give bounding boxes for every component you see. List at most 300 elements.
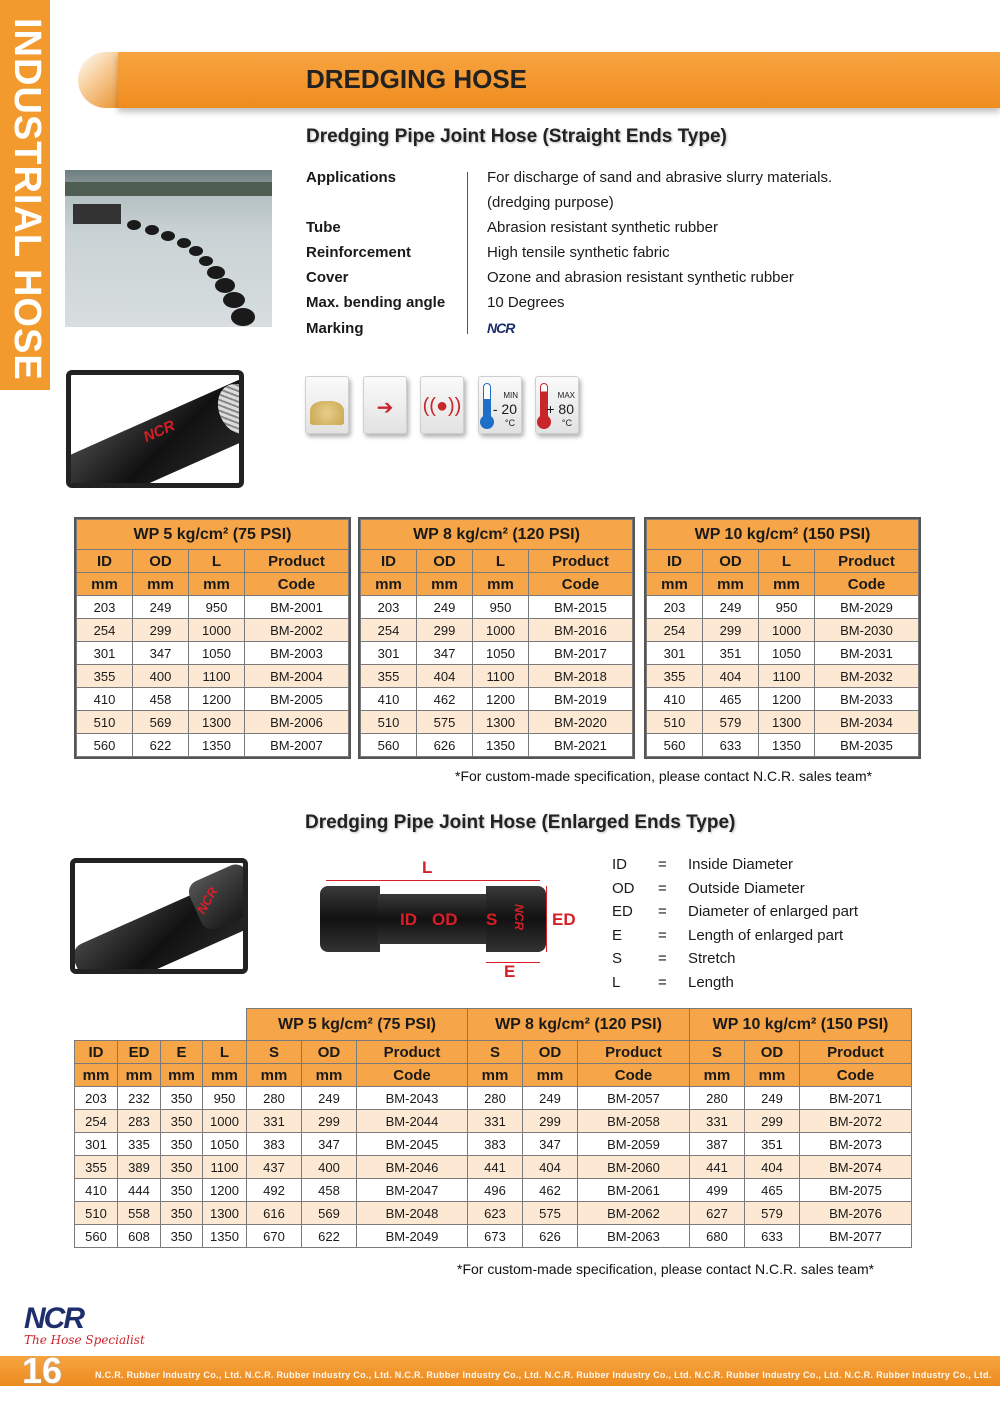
- table-cell: BM-2044: [357, 1110, 468, 1133]
- sand-icon: [305, 376, 349, 434]
- table-cell: 633: [703, 734, 759, 757]
- table-cell: 389: [118, 1156, 161, 1179]
- col-od: OD: [417, 550, 473, 573]
- table-cell: 283: [118, 1110, 161, 1133]
- table-cell: 203: [361, 596, 417, 619]
- table-cell: 400: [302, 1156, 357, 1179]
- col-code: Code: [245, 573, 349, 596]
- table-cell: 249: [417, 596, 473, 619]
- note-1: *For custom-made specification, please contact N.C.R. sales team*: [455, 768, 873, 784]
- table-cell: BM-2017: [529, 642, 633, 665]
- col-product: Product: [245, 550, 349, 573]
- table-cell: BM-2007: [245, 734, 349, 757]
- table-cell: 350: [161, 1156, 203, 1179]
- wp-title: WP 8 kg/cm² (120 PSI): [361, 520, 633, 550]
- table-cell: 1300: [473, 711, 529, 734]
- table-cell: 1000: [189, 619, 245, 642]
- table-cell: 465: [745, 1179, 800, 1202]
- legend-abbr: ED: [612, 903, 633, 921]
- table-row: [361, 688, 633, 711]
- table-row: [77, 642, 349, 665]
- table-cell: BM-2033: [815, 688, 919, 711]
- table-cell: 1000: [203, 1110, 247, 1133]
- wp-table-1: [358, 517, 635, 759]
- table-row: [77, 734, 349, 757]
- table-cell: 1350: [473, 734, 529, 757]
- table-cell: 280: [468, 1087, 523, 1110]
- table-row: [647, 642, 919, 665]
- col-code: Code: [800, 1064, 912, 1087]
- table-cell: 444: [118, 1179, 161, 1202]
- table-cell: 254: [361, 619, 417, 642]
- legend-desc: Outside Diameter: [688, 879, 805, 897]
- table-cell: 608: [118, 1225, 161, 1248]
- legend-desc: Inside Diameter: [688, 856, 794, 873]
- table-cell: 1000: [759, 619, 815, 642]
- max-temperature-icon: [535, 376, 579, 434]
- table-cell: BM-2071: [800, 1087, 912, 1110]
- table-cell: 1300: [759, 711, 815, 734]
- table-cell: 1100: [203, 1156, 247, 1179]
- table-cell: 627: [690, 1202, 745, 1225]
- spec-value: High tensile synthetic fabric: [487, 244, 670, 261]
- table-row: [361, 665, 633, 688]
- table-cell: 254: [75, 1110, 118, 1133]
- table-cell: 351: [745, 1133, 800, 1156]
- table-cell: BM-2057: [578, 1087, 690, 1110]
- table-cell: 560: [75, 1225, 118, 1248]
- legend-abbr: L: [612, 974, 621, 991]
- col-od: OD: [745, 1041, 800, 1064]
- legend-row: [612, 856, 912, 876]
- page-number: 16: [22, 1350, 63, 1391]
- col-id: ID: [361, 550, 417, 573]
- table-cell: BM-2075: [800, 1179, 912, 1202]
- table-cell: 203: [647, 596, 703, 619]
- table-cell: 410: [75, 1179, 118, 1202]
- table-cell: BM-2077: [800, 1225, 912, 1248]
- col-product: Product: [800, 1041, 912, 1064]
- brand-logo: NCR: [24, 1302, 83, 1335]
- table-cell: BM-2030: [815, 619, 919, 642]
- legend-eq: =: [658, 856, 667, 873]
- table-cell: 633: [745, 1225, 800, 1248]
- table-cell: 301: [361, 642, 417, 665]
- table-cell: 1200: [473, 688, 529, 711]
- table-row: [647, 665, 919, 688]
- table-cell: 579: [703, 711, 759, 734]
- col-s: S: [468, 1041, 523, 1064]
- wp-title: WP 5 kg/cm² (75 PSI): [77, 520, 349, 550]
- legend-row: [612, 903, 912, 923]
- spec-value: For discharge of sand and abrasive slurry materials.: [487, 169, 833, 186]
- unit-mm: mm: [203, 1064, 247, 1087]
- table-row: [77, 619, 349, 642]
- table-cell: 569: [133, 711, 189, 734]
- table-cell: 1050: [189, 642, 245, 665]
- table-cell: BM-2035: [815, 734, 919, 757]
- table-cell: 579: [745, 1202, 800, 1225]
- spec-label: Cover: [306, 269, 349, 286]
- dredging-photo: [65, 170, 272, 327]
- col-product: Product: [357, 1041, 468, 1064]
- table-cell: 558: [118, 1202, 161, 1225]
- table-cell: BM-2047: [357, 1179, 468, 1202]
- table-cell: 350: [161, 1133, 203, 1156]
- section1-title: Dredging Pipe Joint Hose (Straight Ends Type): [306, 126, 727, 147]
- table-cell: 510: [75, 1202, 118, 1225]
- table-row: [75, 1110, 912, 1133]
- table-cell: BM-2076: [800, 1202, 912, 1225]
- table-cell: 350: [161, 1225, 203, 1248]
- table-cell: 249: [745, 1087, 800, 1110]
- table-cell: 410: [361, 688, 417, 711]
- col-od: OD: [133, 550, 189, 573]
- table-row: [77, 596, 349, 619]
- col-e: E: [161, 1041, 203, 1064]
- spec-value: Ozone and abrasion resistant synthetic rubber: [487, 269, 794, 286]
- table-cell: 950: [759, 596, 815, 619]
- unit-mm: mm: [417, 573, 473, 596]
- straight-hose-image: [66, 370, 244, 488]
- wp-title: WP 5 kg/cm² (75 PSI): [247, 1009, 468, 1041]
- col-id: ID: [75, 1041, 118, 1064]
- table-cell: BM-2074: [800, 1156, 912, 1179]
- table-cell: BM-2003: [245, 642, 349, 665]
- table-cell: BM-2018: [529, 665, 633, 688]
- brand-tagline: The Hose Specialist: [24, 1333, 145, 1347]
- table-row: [361, 734, 633, 757]
- table-row: [647, 711, 919, 734]
- legend-abbr: ID: [612, 856, 627, 873]
- table-cell: 673: [468, 1225, 523, 1248]
- unit-mm: mm: [161, 1064, 203, 1087]
- min-temperature-icon: [478, 376, 522, 434]
- table-cell: BM-2020: [529, 711, 633, 734]
- legend-eq: =: [658, 950, 667, 968]
- table-row: [77, 688, 349, 711]
- table-cell: 331: [690, 1110, 745, 1133]
- table-cell: 950: [473, 596, 529, 619]
- table-cell: 499: [690, 1179, 745, 1202]
- legend-eq: =: [658, 974, 667, 991]
- unit-mm: mm: [189, 573, 245, 596]
- spec-value: 10 Degrees: [487, 294, 565, 311]
- unit-mm: mm: [77, 573, 133, 596]
- table-cell: 301: [77, 642, 133, 665]
- table-row: [75, 1156, 912, 1179]
- table-cell: 492: [247, 1179, 302, 1202]
- table-cell: 350: [161, 1110, 203, 1133]
- table-cell: BM-2021: [529, 734, 633, 757]
- table-cell: BM-2058: [578, 1110, 690, 1133]
- section2-title: Dredging Pipe Joint Hose (Enlarged Ends Type): [305, 812, 736, 833]
- col-s: S: [247, 1041, 302, 1064]
- col-code: Code: [529, 573, 633, 596]
- table-cell: 1350: [203, 1225, 247, 1248]
- enlarged-hose-image: [70, 858, 248, 974]
- table-row: [647, 688, 919, 711]
- table-cell: 404: [745, 1156, 800, 1179]
- table-cell: 1050: [473, 642, 529, 665]
- max-value: + 80: [546, 401, 574, 417]
- table-cell: 350: [161, 1202, 203, 1225]
- table-row: [361, 619, 633, 642]
- table-cell: 355: [361, 665, 417, 688]
- min-unit: °C: [504, 418, 515, 428]
- table-cell: 462: [523, 1179, 578, 1202]
- table-cell: BM-2061: [578, 1179, 690, 1202]
- table-cell: 254: [647, 619, 703, 642]
- col-code: Code: [578, 1064, 690, 1087]
- col-product: Product: [578, 1041, 690, 1064]
- table-cell: 1300: [189, 711, 245, 734]
- table-row: [75, 1202, 912, 1225]
- table-cell: 410: [77, 688, 133, 711]
- dim-e: E: [504, 962, 516, 981]
- legend-abbr: E: [612, 926, 623, 944]
- legend-abbr: S: [612, 950, 623, 968]
- table-cell: 301: [75, 1133, 118, 1156]
- table-row: [77, 665, 349, 688]
- table-cell: BM-2005: [245, 688, 349, 711]
- unit-mm: mm: [468, 1064, 523, 1087]
- table-cell: 437: [247, 1156, 302, 1179]
- col-l: L: [189, 550, 245, 573]
- min-tag: MIN: [503, 391, 518, 400]
- table-cell: 1200: [203, 1179, 247, 1202]
- table-cell: 203: [75, 1087, 118, 1110]
- table-cell: 249: [703, 596, 759, 619]
- unit-mm: mm: [647, 573, 703, 596]
- table-row: [77, 711, 349, 734]
- table-cell: BM-2034: [815, 711, 919, 734]
- spec-value: Abrasion resistant synthetic rubber: [487, 219, 718, 236]
- table-cell: BM-2063: [578, 1225, 690, 1248]
- table-cell: BM-2006: [245, 711, 349, 734]
- table-cell: 1050: [759, 642, 815, 665]
- table-cell: 441: [468, 1156, 523, 1179]
- table-cell: 299: [745, 1110, 800, 1133]
- table-cell: 350: [161, 1087, 203, 1110]
- table-cell: 335: [118, 1133, 161, 1156]
- table-cell: BM-2016: [529, 619, 633, 642]
- wp-title: WP 8 kg/cm² (120 PSI): [468, 1009, 690, 1041]
- table-row: [75, 1087, 912, 1110]
- dim-s: S: [486, 910, 498, 929]
- unit-mm: mm: [523, 1064, 578, 1087]
- unit-mm: mm: [302, 1064, 357, 1087]
- table-cell: 950: [203, 1087, 247, 1110]
- table-cell: 355: [75, 1156, 118, 1179]
- side-label: INDUSTRIAL HOSE: [6, 18, 48, 381]
- table-cell: 560: [77, 734, 133, 757]
- table-cell: 1350: [189, 734, 245, 757]
- table-cell: BM-2073: [800, 1133, 912, 1156]
- table-cell: 622: [133, 734, 189, 757]
- legend-abbr: OD: [612, 879, 635, 897]
- table-cell: BM-2062: [578, 1202, 690, 1225]
- table-cell: BM-2019: [529, 688, 633, 711]
- table-cell: 1350: [759, 734, 815, 757]
- table-cell: 1300: [203, 1202, 247, 1225]
- table-cell: BM-2002: [245, 619, 349, 642]
- unit-mm: mm: [361, 573, 417, 596]
- col-od: OD: [523, 1041, 578, 1064]
- wp-title: WP 10 kg/cm² (150 PSI): [690, 1009, 912, 1041]
- wp-title: WP 10 kg/cm² (150 PSI): [647, 520, 919, 550]
- table-cell: 670: [247, 1225, 302, 1248]
- table-cell: 575: [417, 711, 473, 734]
- table-cell: 280: [247, 1087, 302, 1110]
- table-cell: 400: [133, 665, 189, 688]
- table-cell: 1200: [759, 688, 815, 711]
- table-cell: 560: [647, 734, 703, 757]
- table-cell: 280: [690, 1087, 745, 1110]
- table-cell: 441: [690, 1156, 745, 1179]
- table-cell: 347: [302, 1133, 357, 1156]
- dimension-diagram: [320, 858, 576, 981]
- table-cell: 254: [77, 619, 133, 642]
- table-cell: BM-2029: [815, 596, 919, 619]
- col-ed: ED: [118, 1041, 161, 1064]
- col-l: L: [759, 550, 815, 573]
- col-s: S: [690, 1041, 745, 1064]
- max-unit: °C: [561, 418, 572, 428]
- dim-id: ID: [400, 910, 417, 929]
- max-tag: MAX: [557, 391, 575, 400]
- col-od: OD: [703, 550, 759, 573]
- table-cell: BM-2031: [815, 642, 919, 665]
- table-row: [647, 619, 919, 642]
- table-cell: 622: [302, 1225, 357, 1248]
- table-cell: 680: [690, 1225, 745, 1248]
- table-cell: 569: [302, 1202, 357, 1225]
- dim-l: L: [422, 858, 433, 877]
- table-cell: 496: [468, 1179, 523, 1202]
- table-row: [75, 1225, 912, 1248]
- table-cell: 404: [417, 665, 473, 688]
- legend-row: [612, 974, 912, 994]
- spec-divider: [467, 172, 468, 334]
- table-cell: 347: [523, 1133, 578, 1156]
- table-cell: 560: [361, 734, 417, 757]
- table-cell: 626: [417, 734, 473, 757]
- table-cell: 458: [133, 688, 189, 711]
- col-l: L: [473, 550, 529, 573]
- table-cell: 299: [523, 1110, 578, 1133]
- table-cell: 462: [417, 688, 473, 711]
- col-id: ID: [647, 550, 703, 573]
- table-cell: 351: [703, 642, 759, 665]
- legend-eq: =: [658, 903, 667, 921]
- wp-table-0: [74, 517, 351, 759]
- table-row: [647, 734, 919, 757]
- min-value: - 20: [492, 401, 517, 417]
- col-product: Product: [529, 550, 633, 573]
- table-cell: 465: [703, 688, 759, 711]
- footer-company-text: N.C.R. Rubber Industry Co., Ltd. N.C.R. Rubber Industry Co., Ltd. N.C.R. Rubber Industry Co., Ltd. N.C.R. Rubber Industry Co., Ltd. N.C.R. Rubber Industry Co., Ltd. N.C.R. Rubber Industry Co., Ltd.: [95, 1370, 992, 1380]
- wp-table-2: [644, 517, 921, 759]
- table-cell: 232: [118, 1087, 161, 1110]
- table-row: [647, 596, 919, 619]
- table-cell: 299: [133, 619, 189, 642]
- table-cell: 1100: [473, 665, 529, 688]
- table-cell: 626: [523, 1225, 578, 1248]
- col-id: ID: [77, 550, 133, 573]
- table-row: [75, 1179, 912, 1202]
- dim-ed: ED: [552, 910, 576, 929]
- table-cell: BM-2043: [357, 1087, 468, 1110]
- table-cell: 299: [302, 1110, 357, 1133]
- col-product: Product: [815, 550, 919, 573]
- page-title: DREDGING HOSE: [306, 64, 528, 94]
- hose-logo: NCR: [140, 417, 178, 446]
- unit-mm: mm: [473, 573, 529, 596]
- table-cell: 458: [302, 1179, 357, 1202]
- table-cell: 355: [77, 665, 133, 688]
- table-cell: 203: [77, 596, 133, 619]
- table-cell: BM-2072: [800, 1110, 912, 1133]
- table-cell: 299: [417, 619, 473, 642]
- table-cell: 383: [468, 1133, 523, 1156]
- marking-logo: NCR: [487, 320, 515, 336]
- table-cell: 510: [647, 711, 703, 734]
- table-cell: 387: [690, 1133, 745, 1156]
- legend-eq: =: [658, 926, 667, 944]
- spec-label: Marking: [306, 320, 364, 337]
- diagram-logo: NCR: [512, 904, 526, 930]
- table-cell: 350: [161, 1179, 203, 1202]
- table-cell: 1050: [203, 1133, 247, 1156]
- unit-mm: mm: [759, 573, 815, 596]
- legend-row: [612, 880, 912, 900]
- legend-row: [612, 950, 912, 970]
- legend-row: [612, 927, 912, 947]
- table-cell: 510: [77, 711, 133, 734]
- spec-label: Reinforcement: [306, 244, 412, 261]
- header-band: [118, 52, 1000, 108]
- table-cell: 331: [468, 1110, 523, 1133]
- table-cell: 510: [361, 711, 417, 734]
- table-cell: 249: [133, 596, 189, 619]
- table-cell: 616: [247, 1202, 302, 1225]
- table-cell: 347: [133, 642, 189, 665]
- unit-mm: mm: [118, 1064, 161, 1087]
- spec-label: Applications: [306, 169, 397, 186]
- table-cell: 249: [302, 1087, 357, 1110]
- table-cell: BM-2004: [245, 665, 349, 688]
- table-cell: 1100: [189, 665, 245, 688]
- unit-mm: mm: [703, 573, 759, 596]
- table-cell: BM-2045: [357, 1133, 468, 1156]
- unit-mm: mm: [247, 1064, 302, 1087]
- table-cell: 1200: [189, 688, 245, 711]
- table-cell: BM-2001: [245, 596, 349, 619]
- table-cell: BM-2059: [578, 1133, 690, 1156]
- table-cell: BM-2032: [815, 665, 919, 688]
- table-cell: 355: [647, 665, 703, 688]
- table-cell: 410: [647, 688, 703, 711]
- table-cell: 299: [703, 619, 759, 642]
- enlarged-hose-logo: NCR: [193, 884, 221, 917]
- note-2: *For custom-made specification, please contact N.C.R. sales team*: [457, 1261, 875, 1277]
- table-row: [75, 1133, 912, 1156]
- col-code: Code: [815, 573, 919, 596]
- unit-mm: mm: [745, 1064, 800, 1087]
- legend-desc: Diameter of enlarged part: [688, 903, 859, 921]
- table-cell: BM-2015: [529, 596, 633, 619]
